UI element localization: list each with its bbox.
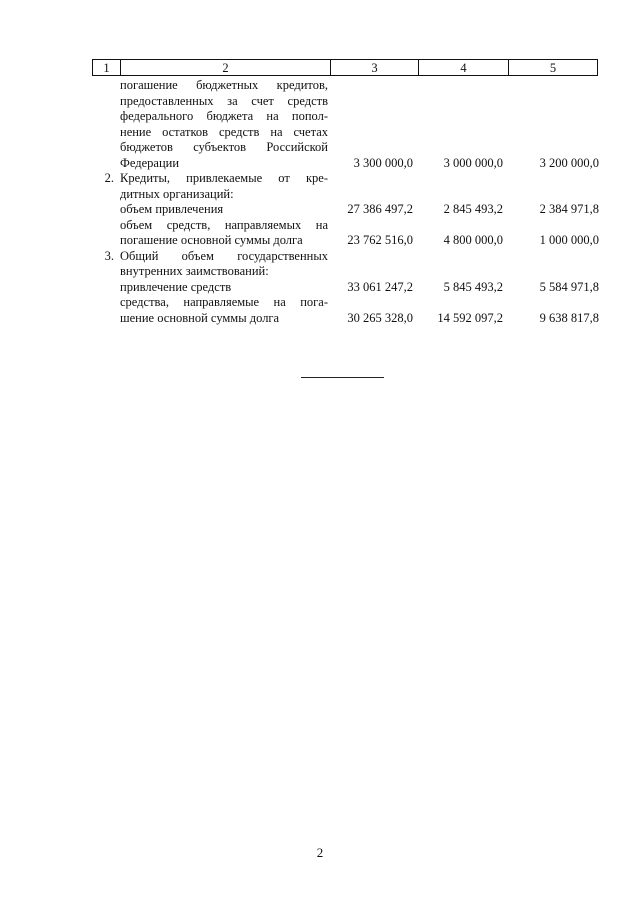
description-line: Федерации (120, 155, 180, 170)
value-v5: 1 000 000,0 (539, 233, 599, 247)
value-v3: 3 300 000,0 (353, 155, 413, 170)
table-row (92, 171, 599, 202)
page-number: 2 (316, 845, 324, 860)
value-v4: 5 845 493,2 (443, 279, 503, 294)
value-v5 (503, 171, 599, 202)
value-v3: 27 386 497,2 (347, 202, 413, 216)
description-line: Кредиты, привлекаемые от кре- (120, 171, 328, 185)
borrowing-table-body (92, 78, 599, 326)
table-row (92, 78, 599, 171)
table-row (92, 280, 599, 296)
value-v5 (503, 249, 599, 280)
value-v4: 3 000 000,0 (443, 155, 503, 170)
row-number (92, 295, 120, 326)
column-header-2: 2 (121, 60, 331, 76)
description-line: погашение основной суммы долга (120, 233, 303, 247)
description-line: внутренних заимствований: (120, 264, 269, 278)
description-line: бюджетов субъектов Российской (120, 140, 328, 154)
closing-rule (301, 377, 384, 378)
value-v4: 2 845 493,2 (443, 202, 503, 216)
description-line: привлечение средств (120, 279, 232, 294)
value-v5: 3 200 000,0 (539, 155, 599, 170)
value-v4: 14 592 097,2 (437, 310, 503, 325)
row-number (92, 218, 120, 249)
row-number: 2. (104, 171, 114, 185)
row-number (92, 78, 120, 171)
value-v4 (413, 249, 503, 280)
value-v3 (328, 171, 413, 202)
value-v3: 33 061 247,2 (347, 279, 413, 294)
row-number: 3. (104, 248, 114, 263)
description-line: нение остатков средств на счетах (120, 124, 328, 139)
value-v4: 4 800 000,0 (443, 233, 503, 247)
borrowing-table (92, 78, 599, 326)
row-description (120, 202, 328, 218)
row-description (120, 171, 328, 202)
row-description (120, 249, 328, 280)
description-line: погашение бюджетных кредитов, (120, 78, 328, 92)
table-row (92, 218, 599, 249)
column-header-5: 5 (509, 60, 598, 76)
description-line: предоставленных за счет средств (120, 93, 328, 108)
value-v5: 9 638 817,8 (539, 310, 599, 325)
value-v5: 5 584 971,8 (539, 279, 599, 294)
column-header-table (92, 59, 598, 76)
table-row (92, 249, 599, 280)
row-description (120, 78, 328, 171)
row-description (120, 280, 328, 296)
column-header-3: 3 (331, 60, 419, 76)
description-line: дитных организаций: (120, 186, 234, 201)
table-row (92, 295, 599, 326)
value-v5: 2 384 971,8 (539, 202, 599, 216)
column-header-row (93, 60, 598, 76)
value-v3: 30 265 328,0 (347, 310, 413, 325)
description-line: федерального бюджета на попол- (120, 109, 328, 123)
row-number (92, 202, 120, 218)
column-header-4: 4 (419, 60, 509, 76)
table-row (92, 202, 599, 218)
description-line: средства, направляемые на пога- (120, 295, 328, 309)
description-line: Общий объем государственных (120, 248, 328, 263)
description-line: объем привлечения (120, 202, 224, 216)
description-line: объем средств, направляемых на (120, 217, 328, 232)
row-description (120, 218, 328, 249)
value-v3: 23 762 516,0 (347, 233, 413, 247)
value-v4 (413, 171, 503, 202)
row-number (92, 280, 120, 296)
description-line: шение основной суммы долга (120, 310, 280, 325)
row-description (120, 295, 328, 326)
column-header-1: 1 (93, 60, 121, 76)
value-v3 (328, 249, 413, 280)
